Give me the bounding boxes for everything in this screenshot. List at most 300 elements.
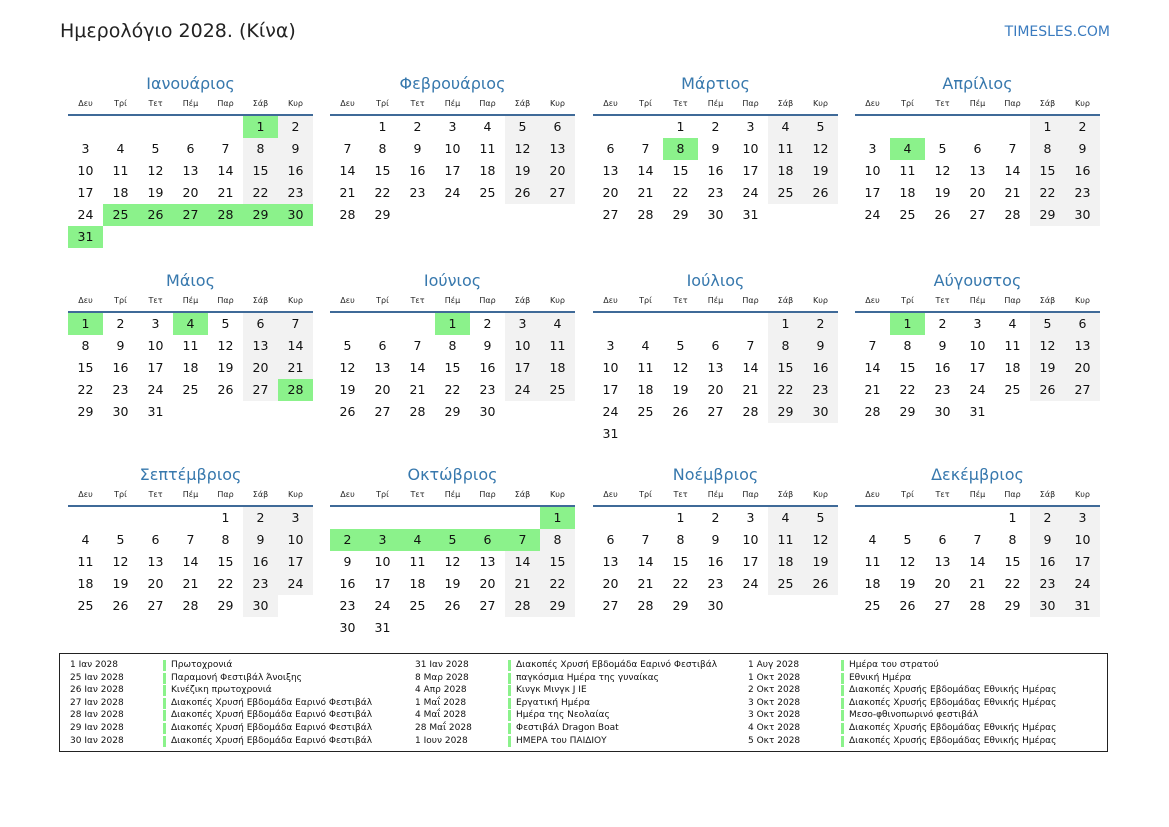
day-cell: 3 (1065, 507, 1100, 529)
legend-date: 1 Μαΐ 2028 (415, 697, 467, 708)
day-cell: 27 (1065, 379, 1100, 401)
month-name: Σεπτέμβριος (139, 465, 242, 484)
weekday-label: Δευ (78, 296, 93, 305)
day-cell: 9 (413, 141, 422, 156)
weekday-label: Σάβ (777, 296, 794, 305)
day-cell: 12 (803, 138, 838, 160)
day-cell: 7 (186, 532, 195, 547)
day-grid (330, 116, 575, 226)
day-cell: 16 (1030, 551, 1065, 573)
day-cell: 20 (243, 357, 278, 379)
day-cell: 12 (444, 554, 461, 569)
day-cell: 15 (768, 357, 803, 379)
day-cell: 21 (505, 573, 540, 595)
empty-cell (435, 507, 470, 529)
weekday-label: Παρ (1004, 296, 1021, 305)
day-cell: 20 (182, 185, 199, 200)
day-cell: 22 (672, 185, 689, 200)
day-cell: 25 (768, 573, 803, 595)
day-cell: 4 (641, 338, 650, 353)
day-cell: 28 (1004, 207, 1021, 222)
day-cell: 4 (1008, 316, 1017, 331)
day-cell: 27 (147, 598, 164, 613)
legend-holiday-name: Φεστιβάλ Dragon Boat (516, 722, 619, 733)
weekday-header (855, 95, 1100, 116)
legend-date: 28 Ιαν 2028 (70, 710, 124, 721)
legend-color-marker (841, 673, 844, 684)
day-cell: 9 (711, 532, 720, 547)
site-link[interactable]: TIMESLES.COM (1004, 24, 1110, 40)
legend-holiday-name: Διακοπές Χρυσής Εβδομάδας Εθνικής Ημέρας (849, 685, 1057, 696)
empty-cell (208, 116, 243, 138)
weekday-label: Πέμ (969, 296, 986, 305)
day-cell: 28 (409, 404, 426, 419)
day-cell: 26 (934, 207, 951, 222)
day-cell: 2 (711, 510, 720, 525)
empty-cell (365, 507, 400, 529)
day-cell: 15 (1030, 160, 1065, 182)
legend-date: 29 Ιαν 2028 (70, 722, 124, 733)
day-cell: 11 (768, 138, 803, 160)
day-grid (855, 507, 1100, 617)
day-cell: 4 (173, 313, 208, 335)
month-calendar (855, 270, 1100, 423)
day-cell: 18 (864, 576, 881, 591)
day-cell: 27 (602, 207, 619, 222)
day-cell: 7 (746, 338, 755, 353)
day-cell: 4 (400, 529, 435, 551)
empty-cell (925, 507, 960, 529)
day-cell: 7 (641, 141, 650, 156)
day-cell: 6 (711, 338, 720, 353)
day-cell: 18 (182, 360, 199, 375)
day-cell: 21 (637, 185, 654, 200)
day-cell: 8 (663, 138, 698, 160)
day-cell: 27 (479, 598, 496, 613)
weekday-label: Τετ (673, 99, 688, 108)
day-cell: 28 (505, 595, 540, 617)
day-cell: 21 (182, 576, 199, 591)
weekday-label: Τρί (376, 99, 389, 108)
day-cell: 16 (409, 163, 426, 178)
weekday-header (593, 95, 838, 116)
weekday-label: Τετ (410, 296, 425, 305)
day-cell: 4 (768, 507, 803, 529)
day-cell: 22 (77, 382, 94, 397)
day-cell: 16 (278, 160, 313, 182)
day-cell: 16 (934, 360, 951, 375)
day-cell: 15 (672, 163, 689, 178)
day-cell: 20 (602, 576, 619, 591)
day-cell: 18 (899, 185, 916, 200)
day-cell: 11 (899, 163, 916, 178)
day-cell: 23 (243, 573, 278, 595)
day-cell: 17 (374, 576, 391, 591)
day-cell: 10 (602, 360, 619, 375)
legend-color-marker (508, 710, 511, 721)
day-cell: 9 (243, 529, 278, 551)
month-name: Ιούνιος (423, 271, 482, 290)
day-cell: 22 (672, 576, 689, 591)
day-cell: 5 (116, 532, 125, 547)
day-cell: 18 (540, 357, 575, 379)
day-cell: 5 (803, 507, 838, 529)
page-title: Ημερολόγιο 2028. (Κίνα) (60, 20, 296, 42)
legend-color-marker (508, 723, 511, 734)
day-cell: 5 (803, 116, 838, 138)
weekday-label: Παρ (217, 296, 234, 305)
day-cell: 22 (540, 573, 575, 595)
weekday-label: Δευ (865, 99, 880, 108)
day-cell: 29 (899, 404, 916, 419)
empty-cell (960, 507, 995, 529)
legend-color-marker (841, 710, 844, 721)
legend-holiday-name: Κινγκ Μινγκ J IE (516, 685, 587, 696)
day-cell: 27 (602, 598, 619, 613)
day-cell: 15 (444, 360, 461, 375)
legend-holiday-name: Εργατική Ημέρα (516, 697, 590, 708)
day-cell: 6 (186, 141, 195, 156)
day-cell: 17 (602, 382, 619, 397)
legend-color-marker (508, 698, 511, 709)
day-cell: 19 (803, 160, 838, 182)
empty-cell (663, 313, 698, 335)
legend-date: 4 Μαΐ 2028 (415, 710, 467, 721)
day-cell: 7 (278, 313, 313, 335)
day-cell: 16 (1065, 160, 1100, 182)
day-cell: 11 (1004, 338, 1021, 353)
day-cell: 20 (147, 576, 164, 591)
legend-holiday-name: Διακοπές Χρυσής Εβδομάδας Εθνικής Ημέρας (849, 735, 1057, 746)
day-cell: 1 (676, 119, 685, 134)
day-cell: 10 (742, 141, 759, 156)
day-cell: 9 (711, 141, 720, 156)
day-cell: 17 (742, 163, 759, 178)
legend-color-marker (841, 685, 844, 696)
weekday-label: Σάβ (1039, 296, 1056, 305)
day-cell: 1 (378, 119, 387, 134)
day-grid (68, 116, 313, 248)
weekday-label: Τετ (673, 490, 688, 499)
month-name: Δεκέμβριος (931, 465, 1024, 484)
day-cell: 25 (637, 404, 654, 419)
day-cell: 3 (746, 119, 755, 134)
day-grid (68, 507, 313, 617)
month-name: Ιανουάριος (146, 74, 235, 93)
empty-cell (138, 507, 173, 529)
day-cell: 15 (1004, 554, 1021, 569)
day-cell: 29 (768, 401, 803, 423)
weekday-label: Κυρ (288, 99, 303, 108)
day-cell: 14 (217, 163, 234, 178)
day-cell: 26 (112, 598, 129, 613)
legend-color-marker (841, 736, 844, 747)
day-cell: 13 (602, 163, 619, 178)
day-cell: 23 (112, 382, 129, 397)
weekday-header (68, 95, 313, 116)
weekday-label: Τρί (114, 490, 127, 499)
weekday-label: Σάβ (514, 296, 531, 305)
day-cell: 10 (77, 163, 94, 178)
day-cell: 1 (890, 313, 925, 335)
day-cell: 8 (768, 335, 803, 357)
day-cell: 2 (711, 119, 720, 134)
empty-cell (593, 507, 628, 529)
day-cell: 14 (278, 335, 313, 357)
day-cell: 23 (409, 185, 426, 200)
day-cell: 11 (409, 554, 426, 569)
legend-holiday-name: Κινέζικη πρωτοχρονιά (171, 685, 272, 696)
legend-color-marker (163, 673, 166, 684)
legend-date: 27 Ιαν 2028 (70, 697, 124, 708)
empty-cell (628, 116, 663, 138)
weekday-label: Πέμ (707, 296, 724, 305)
day-cell: 19 (934, 185, 951, 200)
legend-color-marker (163, 723, 166, 734)
day-cell: 3 (448, 119, 457, 134)
day-cell: 31 (602, 426, 619, 441)
day-cell: 13 (540, 138, 575, 160)
day-cell: 16 (479, 360, 496, 375)
weekday-label: Σάβ (514, 490, 531, 499)
day-cell: 20 (479, 576, 496, 591)
day-cell: 25 (540, 379, 575, 401)
day-grid (593, 116, 838, 226)
weekday-label: Πέμ (969, 490, 986, 499)
day-cell: 3 (746, 510, 755, 525)
empty-cell (925, 116, 960, 138)
day-cell: 13 (602, 554, 619, 569)
day-cell: 19 (147, 185, 164, 200)
day-cell: 25 (899, 207, 916, 222)
weekday-label: Δευ (603, 296, 618, 305)
day-cell: 23 (707, 576, 724, 591)
day-cell: 21 (278, 357, 313, 379)
legend-holiday-name: ΗΜΕΡΑ του ΠΑΙΔΙΟΥ (516, 735, 607, 746)
day-cell: 9 (1030, 529, 1065, 551)
weekday-header (330, 486, 575, 507)
legend-holiday-name: Διακοπές Χρυσή Εβδομάδα Εαρινό Φεστιβάλ (171, 722, 373, 733)
day-cell: 21 (339, 185, 356, 200)
day-cell: 23 (1065, 182, 1100, 204)
day-cell: 6 (243, 313, 278, 335)
day-cell: 6 (973, 141, 982, 156)
day-cell: 13 (147, 554, 164, 569)
day-cell: 1 (68, 313, 103, 335)
day-cell: 15 (899, 360, 916, 375)
empty-cell (995, 116, 1030, 138)
legend-date: 31 Ιαν 2028 (415, 660, 469, 670)
day-cell: 4 (768, 116, 803, 138)
day-cell: 12 (217, 338, 234, 353)
day-grid (593, 313, 838, 445)
day-cell: 30 (1030, 595, 1065, 617)
day-cell: 2 (483, 316, 492, 331)
weekday-label: Παρ (217, 99, 234, 108)
month-calendar (330, 464, 575, 639)
empty-cell (855, 116, 890, 138)
day-cell: 28 (208, 204, 243, 226)
day-cell: 3 (278, 507, 313, 529)
day-cell: 5 (676, 338, 685, 353)
day-cell: 22 (374, 185, 391, 200)
day-cell: 19 (505, 160, 540, 182)
empty-cell (330, 507, 365, 529)
day-cell: 14 (182, 554, 199, 569)
weekday-label: Κυρ (813, 490, 828, 499)
empty-cell (628, 507, 663, 529)
month-calendar (855, 73, 1100, 226)
day-cell: 15 (217, 554, 234, 569)
day-cell: 25 (1004, 382, 1021, 397)
weekday-label: Κυρ (1075, 296, 1090, 305)
weekday-label: Κυρ (813, 99, 828, 108)
day-cell: 10 (742, 532, 759, 547)
legend-date: 26 Ιαν 2028 (70, 685, 124, 696)
day-cell: 24 (77, 207, 94, 222)
day-cell: 6 (378, 338, 387, 353)
day-cell: 31 (969, 404, 986, 419)
month-name: Απρίλιος (942, 74, 1013, 93)
day-cell: 14 (339, 163, 356, 178)
day-cell: 7 (641, 532, 650, 547)
day-cell: 29 (243, 204, 278, 226)
day-cell: 21 (969, 576, 986, 591)
weekday-label: Τετ (410, 99, 425, 108)
day-cell: 5 (505, 116, 540, 138)
day-cell: 30 (934, 404, 951, 419)
empty-cell (400, 507, 435, 529)
empty-cell (890, 116, 925, 138)
day-cell: 19 (112, 576, 129, 591)
day-cell: 12 (505, 138, 540, 160)
weekday-label: Σάβ (252, 296, 269, 305)
day-cell: 14 (742, 360, 759, 375)
day-cell: 26 (217, 382, 234, 397)
legend-holiday-name: Εθνική Ημέρα (849, 672, 912, 683)
day-cell: 1 (768, 313, 803, 335)
legend-color-marker (163, 710, 166, 721)
day-cell: 9 (278, 138, 313, 160)
day-cell: 25 (864, 598, 881, 613)
weekday-header (855, 292, 1100, 313)
day-cell: 5 (221, 316, 230, 331)
weekday-label: Κυρ (813, 296, 828, 305)
day-cell: 21 (742, 382, 759, 397)
weekday-label: Δευ (603, 99, 618, 108)
day-cell: 29 (540, 595, 575, 617)
day-cell: 1 (243, 116, 278, 138)
day-cell: 25 (182, 382, 199, 397)
day-cell: 28 (864, 404, 881, 419)
day-cell: 27 (934, 598, 951, 613)
legend-color-marker (163, 660, 166, 671)
weekday-label: Σάβ (1039, 99, 1056, 108)
day-cell: 13 (1065, 335, 1100, 357)
weekday-label: Σάβ (252, 490, 269, 499)
day-cell: 17 (444, 163, 461, 178)
legend-date: 28 Μαΐ 2028 (415, 722, 472, 733)
day-cell: 1 (435, 313, 470, 335)
day-cell: 23 (707, 185, 724, 200)
day-grid (330, 313, 575, 423)
day-cell: 13 (479, 554, 496, 569)
weekday-label: Πέμ (182, 490, 199, 499)
day-cell: 20 (540, 160, 575, 182)
empty-cell (68, 116, 103, 138)
day-cell: 17 (969, 360, 986, 375)
day-cell: 22 (217, 576, 234, 591)
day-cell: 1 (1030, 116, 1065, 138)
legend-date: 1 Ιαν 2028 (70, 660, 118, 670)
day-cell: 7 (868, 338, 877, 353)
weekday-label: Τετ (935, 99, 950, 108)
weekday-header (855, 486, 1100, 507)
day-cell: 10 (1065, 529, 1100, 551)
day-cell: 23 (1030, 573, 1065, 595)
day-cell: 31 (68, 226, 103, 248)
day-grid (855, 116, 1100, 226)
day-cell: 25 (77, 598, 94, 613)
day-cell: 14 (864, 360, 881, 375)
day-grid (330, 507, 575, 639)
month-name: Μάρτιος (681, 74, 750, 93)
legend-color-marker (508, 736, 511, 747)
day-cell: 21 (1004, 185, 1021, 200)
day-cell: 19 (444, 576, 461, 591)
day-cell: 30 (243, 595, 278, 617)
day-cell: 21 (217, 185, 234, 200)
day-cell: 28 (339, 207, 356, 222)
weekday-header (330, 95, 575, 116)
legend-date: 30 Ιαν 2028 (70, 735, 124, 746)
weekday-header (593, 292, 838, 313)
day-cell: 18 (637, 382, 654, 397)
day-cell: 28 (637, 207, 654, 222)
day-cell: 20 (934, 576, 951, 591)
weekday-label: Κυρ (288, 490, 303, 499)
weekday-label: Τρί (639, 296, 652, 305)
holiday-legend (59, 653, 1108, 752)
day-cell: 9 (938, 338, 947, 353)
legend-holiday-name: Διακοπές Χρυσή Εβδομάδα Εαρινό Φεστιβάλ (516, 660, 718, 670)
empty-cell (103, 507, 138, 529)
day-cell: 17 (742, 554, 759, 569)
day-cell: 2 (330, 529, 365, 551)
day-cell: 13 (374, 360, 391, 375)
day-cell: 4 (116, 141, 125, 156)
weekday-header (68, 292, 313, 313)
day-cell: 11 (540, 335, 575, 357)
day-cell: 16 (112, 360, 129, 375)
weekday-label: Κυρ (550, 99, 565, 108)
legend-date: 8 Μαρ 2028 (415, 672, 469, 683)
day-cell: 19 (899, 576, 916, 591)
day-cell: 30 (707, 598, 724, 613)
day-cell: 5 (1030, 313, 1065, 335)
weekday-label: Παρ (479, 99, 496, 108)
day-cell: 29 (444, 404, 461, 419)
day-cell: 2 (1030, 507, 1065, 529)
day-cell: 3 (868, 141, 877, 156)
empty-cell (470, 507, 505, 529)
weekday-label: Τρί (901, 99, 914, 108)
weekday-label: Πέμ (444, 490, 461, 499)
legend-date: 1 Αυγ 2028 (748, 660, 800, 670)
day-cell: 18 (112, 185, 129, 200)
day-cell: 8 (448, 338, 457, 353)
weekday-label: Τετ (673, 296, 688, 305)
